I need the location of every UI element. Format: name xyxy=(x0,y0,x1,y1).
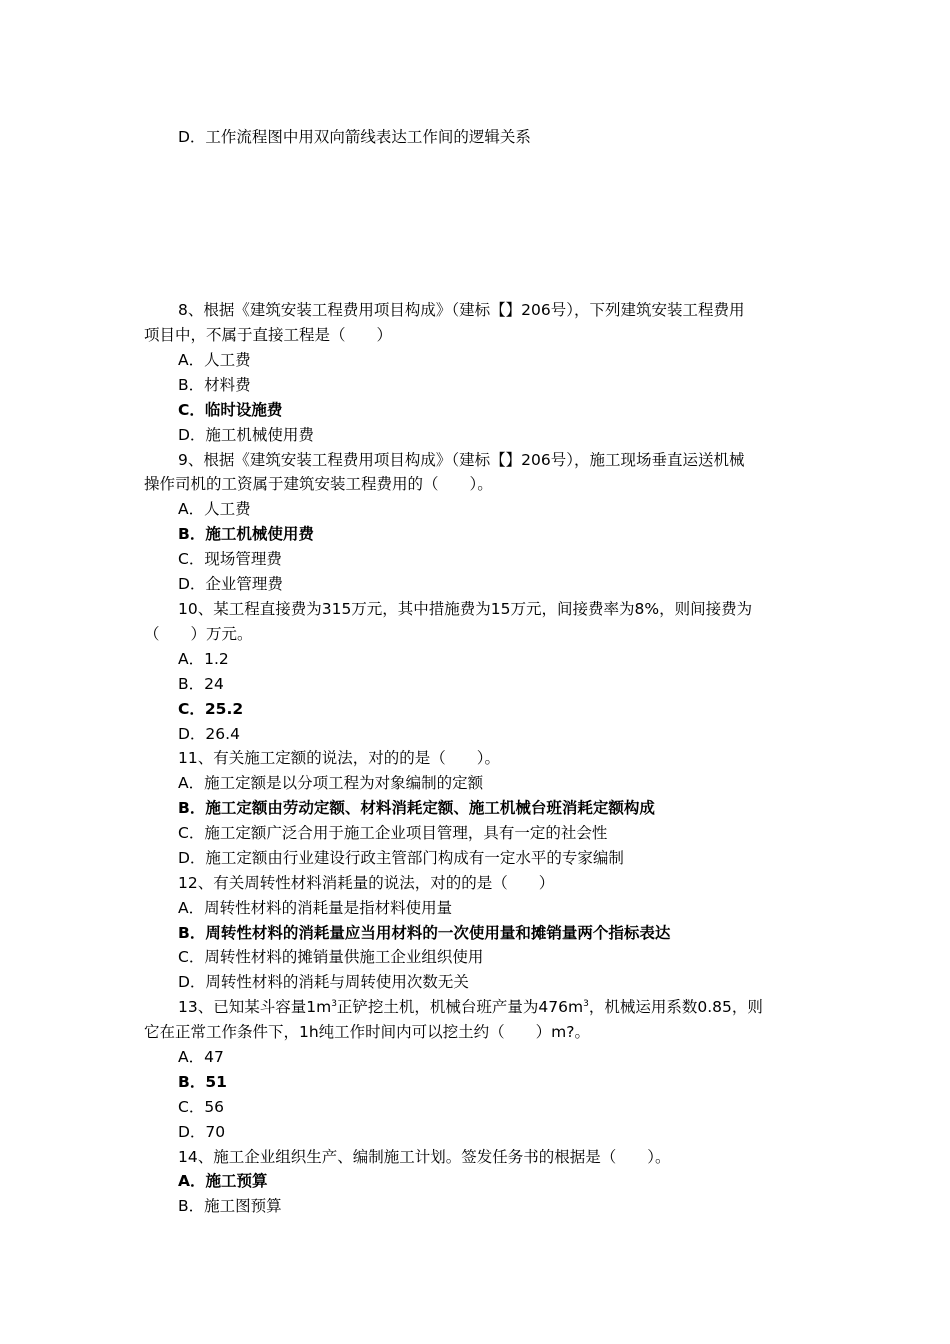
q7-option-d: D．工作流程图中用双向箭线表达工作间的逻辑关系 xyxy=(178,128,531,146)
q11-stem: 11、有关施工定额的说法，对的的是（ ）。 xyxy=(178,749,500,767)
q13-option-c: C．56 xyxy=(178,1098,225,1116)
q13-stem-line1: 13、已知某斗容量$1m^3$正铲挖土机，机械台班产量为$476m^3$，机械运用系数0.85，则 xyxy=(178,998,763,1016)
q12-option-c: C．周转性材料的摊销量供施工企业组织使用 xyxy=(178,948,484,966)
q9-stem-line1: 9、根据《建筑安装工程费用项目构成》（建标【】206号），施工现场垂直运送机械 xyxy=(178,451,745,469)
q13-option-d: D．70 xyxy=(178,1123,226,1141)
q8-option-d: D．施工机械使用费 xyxy=(178,426,314,444)
q8-stem-line2: 项目中，不属于直接工程是（ ） xyxy=(144,326,393,344)
q11-option-a: A．施工定额是以分项工程为对象编制的定额 xyxy=(178,774,484,792)
q13-option-b-answer: B．51 xyxy=(178,1073,227,1091)
q9-option-d: D．企业管理费 xyxy=(178,575,283,593)
q13-option-a: A．47 xyxy=(178,1048,224,1066)
q12-stem: 12、有关周转性材料消耗量的说法，对的的是（ ） xyxy=(178,874,555,892)
q10-option-a: A．1.2 xyxy=(178,650,229,668)
q8-option-c-answer: C．临时设施费 xyxy=(178,401,283,419)
q9-option-a: A．人工费 xyxy=(178,500,251,518)
q10-option-c-answer: C．25.2 xyxy=(178,700,244,718)
q10-option-d: D．26.4 xyxy=(178,725,240,743)
q13-stem-line2: 它在正常工作条件下，1h纯工作时间内可以挖土约（ ）m?。 xyxy=(144,1023,591,1041)
q14-option-b: B．施工图预算 xyxy=(178,1197,282,1215)
q9-option-b-answer: B．施工机械使用费 xyxy=(178,525,314,543)
q9-stem-line2: 操作司机的工资属于建筑安装工程费用的（ ）。 xyxy=(144,475,493,493)
q10-stem-line2: （ ）万元。 xyxy=(144,625,253,643)
q11-option-c: C．施工定额广泛合用于施工企业项目管理，具有一定的社会性 xyxy=(178,824,608,842)
q12-option-a: A．周转性材料的消耗量是指材料使用量 xyxy=(178,899,453,917)
q8-stem-line1: 8、根据《建筑安装工程费用项目构成》（建标【】206号），下列建筑安装工程费用 xyxy=(178,301,745,319)
q11-option-d: D．施工定额由行业建设行政主管部门构成有一定水平的专家编制 xyxy=(178,849,624,867)
q9-option-c: C．现场管理费 xyxy=(178,550,282,568)
q10-option-b: B．24 xyxy=(178,675,224,693)
q10-stem-line1: 10、某工程直接费为315万元，其中措施费为15万元，间接费率为8%，则间接费为 xyxy=(178,600,753,618)
q14-stem: 14、施工企业组织生产、编制施工计划。签发任务书的根据是（ ）。 xyxy=(178,1148,671,1166)
q8-option-b: B．材料费 xyxy=(178,376,251,394)
q12-option-d: D．周转性材料的消耗与周转使用次数无关 xyxy=(178,973,469,991)
q14-option-a-answer: A．施工预算 xyxy=(178,1172,268,1190)
q11-option-b-answer: B．施工定额由劳动定额、材料消耗定额、施工机械台班消耗定额构成 xyxy=(178,799,655,817)
q12-option-b-answer: B．周转性材料的消耗量应当用材料的一次使用量和摊销量两个指标表达 xyxy=(178,924,671,942)
q8-option-a: A．人工费 xyxy=(178,351,251,369)
